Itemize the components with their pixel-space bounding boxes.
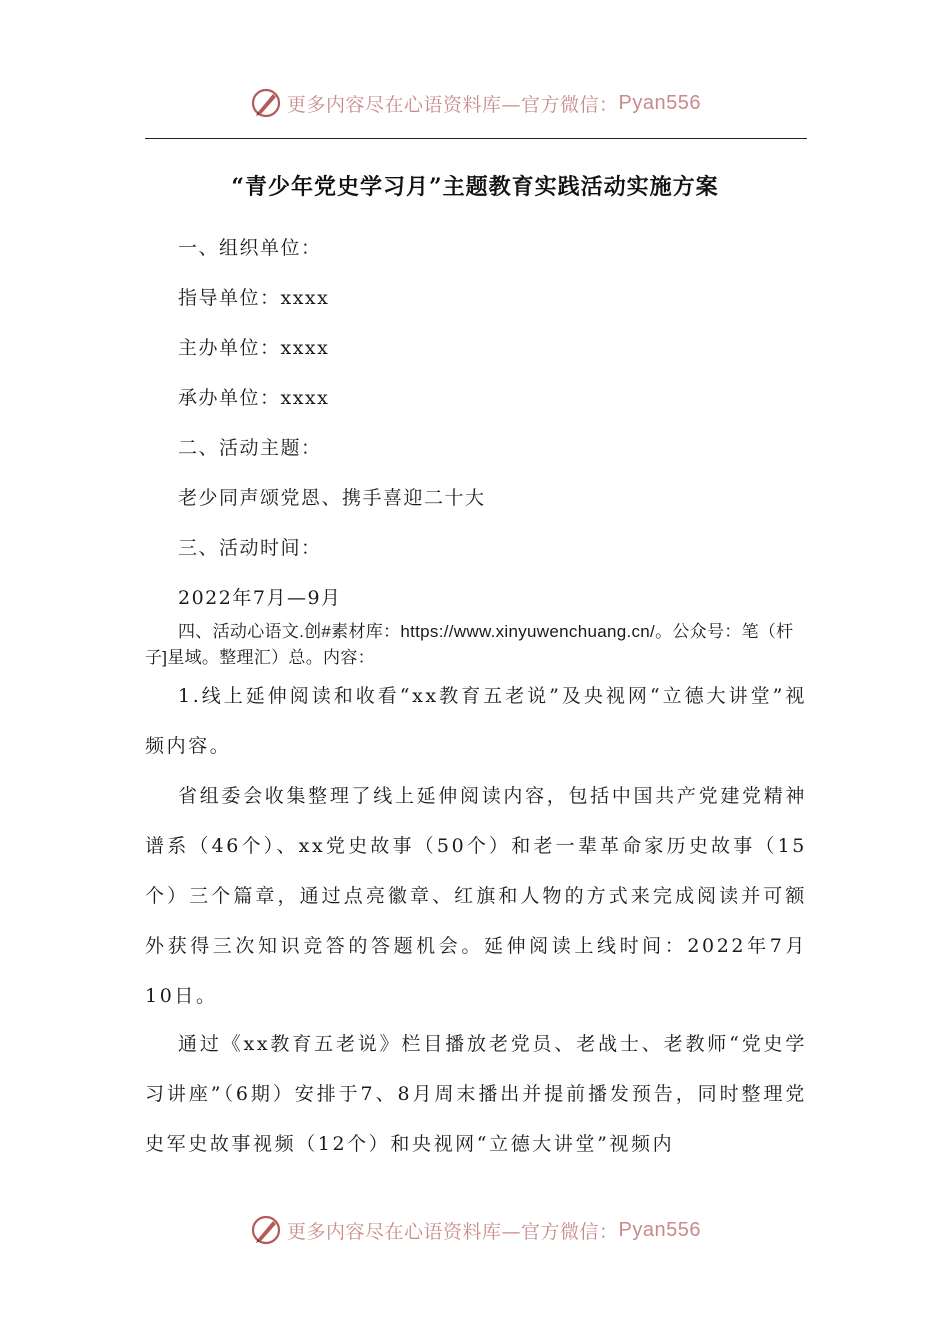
section-heading-content: 四、活动心语文.创#素材库：https://www.xinyuwenchuang.cn/。公众号：笔（杆子]星域。整理汇）总。内容： bbox=[145, 622, 794, 667]
header-banner bbox=[0, 83, 950, 123]
header-rule bbox=[145, 138, 807, 139]
time-text: 2022年7月—9月 bbox=[178, 587, 342, 609]
paragraph-1: 省组委会收集整理了线上延伸阅读内容，包括中国共产党建党精神谱系（46个）、xx党史故事（50个）和老一辈革命家历史故事（15个）三个篇章，通过点亮徽章、红旗和人物的方式来完成阅读并可额外获得三次知识竞答的答题机会。延伸阅读上线时间：2022年7月10日。 bbox=[145, 785, 807, 1007]
section-heading-time: 三、活动时间： bbox=[178, 537, 322, 559]
document-title: “青少年党史学习月”主题教育实践活动实施方案 bbox=[231, 174, 719, 200]
wechat-id: Pyan556 bbox=[618, 91, 701, 114]
section-heading-organizers: 一、组织单位： bbox=[178, 237, 322, 259]
section-heading-theme: 二、活动主题： bbox=[178, 437, 322, 459]
guide-unit: 指导单位：xxxx bbox=[178, 287, 330, 309]
pen-logo-icon bbox=[249, 1213, 283, 1247]
theme-text: 老少同声颂党恩、携手喜迎二十大 bbox=[178, 487, 486, 509]
host-unit: 主办单位：xxxx bbox=[178, 337, 330, 359]
paragraph-2: 通过《xx教育五老说》栏目播放老党员、老战士、老教师“党史学习讲座”（6期）安排于7、8月周末播出并提前播发预告，同时整理党史军史故事视频（12个）和央视网“立德大讲堂”视频内 bbox=[145, 1033, 807, 1155]
organizer-unit: 承办单位：xxxx bbox=[178, 387, 330, 409]
wechat-id: Pyan556 bbox=[618, 1218, 701, 1241]
banner-text: 更多内容尽在心语资料库—官方微信： bbox=[287, 93, 619, 116]
banner-text: 更多内容尽在心语资料库—官方微信： bbox=[287, 1220, 619, 1243]
pen-logo-icon bbox=[249, 86, 283, 120]
item-1: 1.线上延伸阅读和收看“xx教育五老说”及央视网“立德大讲堂”视频内容。 bbox=[145, 685, 807, 757]
footer-banner bbox=[0, 1210, 950, 1250]
